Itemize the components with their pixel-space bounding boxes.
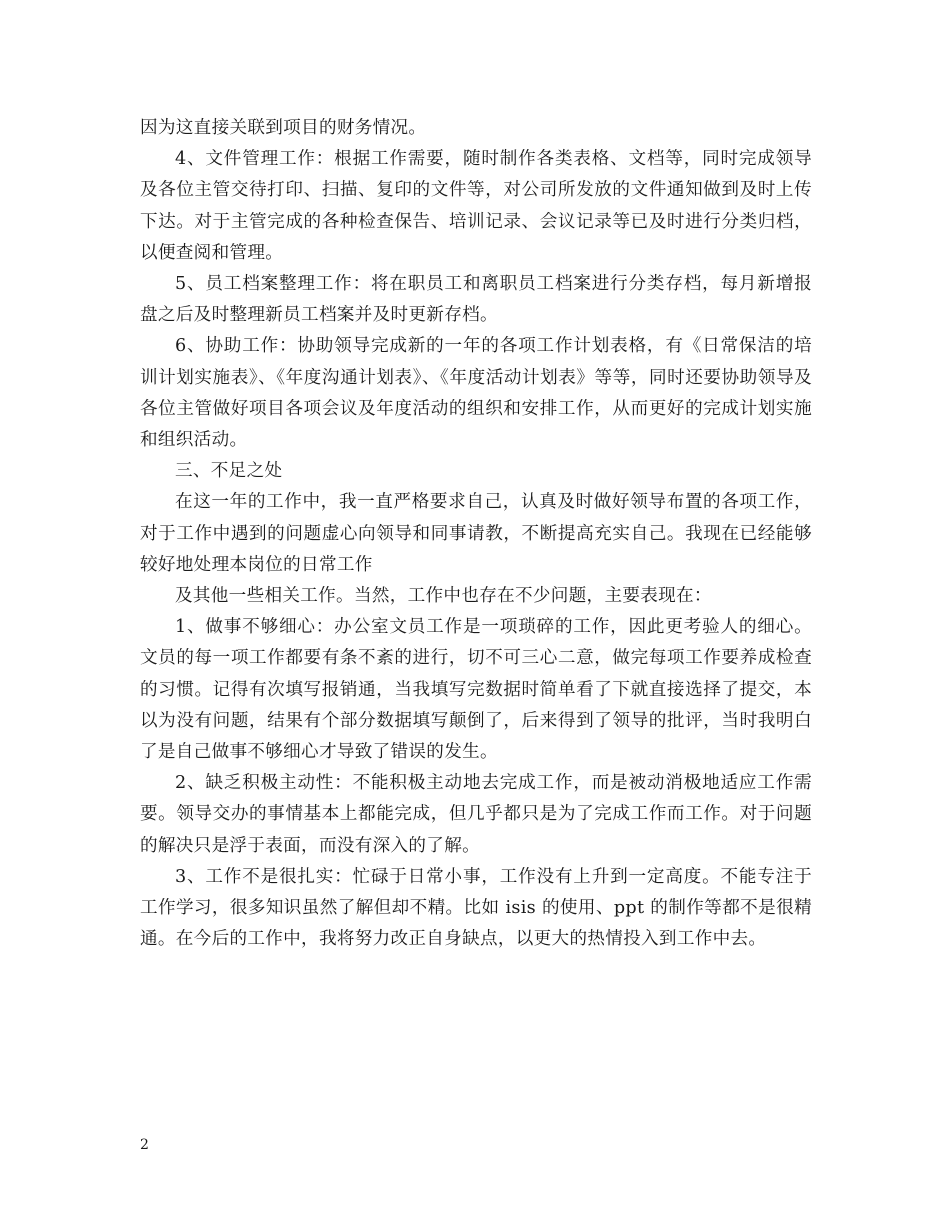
paragraph-7: 1、做事不够细心：办公室文员工作是一项琐碎的工作，因此更考验人的细心。文员的每一项工作都要有条不紊的进行，切不可三心二意，做完每项工作要养成检查的习惯。记得有次填写报销通，当我填写完数据时简单看了下就直接选择了提交，本以为没有问题，结果有个部分数据填写颠倒了，后来得到了领导的批评，当时我明白了是自己做事不够细心才导致了错误的发生。 <box>140 617 812 763</box>
page-number: 2 <box>140 1137 149 1153</box>
paragraph-6: 及其他一些相关工作。当然，工作中也存在不少问题，主要表现在： <box>175 586 712 607</box>
paragraph-4: 6、协助工作：协助领导完成新的一年的各项工作计划表格，有《日常保洁的培训计划实施表》、《年度沟通计划表》、《年度活动计划表》等等，同时还要协助领导及各位主管做好项目各项会议及年度活动的组织和安排工作，从而更好的完成计划实施和组织活动。 <box>140 336 812 451</box>
paragraph-5: 在这一年的工作中，我一直严格要求自己，认真及时做好领导布置的各项工作，对于工作中遇到的问题虚心向领导和同事请教，不断提高充实自己。我现在已经能够较好地处理本岗位的日常工作 <box>140 492 812 575</box>
paragraph-2: 4、文件管理工作：根据工作需要，随时制作各类表格、文档等，同时完成领导及各位主管交待打印、扫描、复印的文件等，对公司所发放的文件通知做到及时上传下达。对于主管完成的各种检查保告、培训记录、会议记录等已及时进行分类归档，以便查阅和管理。 <box>140 149 812 263</box>
paragraph-9: 3、工作不是很扎实：忙碌于日常小事，工作没有上升到一定高度。不能专注于工作学习，很多知识虽然了解但却不精。比如 isis 的使用、ppt 的制作等都不是很精通。在今后的工作中，我将努力改正自身缺点，以更大的热情投入到工作中去。 <box>140 866 812 950</box>
section-heading: 三、不足之处 <box>175 461 283 482</box>
paragraph-1: 因为这直接关联到项目的财务情况。 <box>140 118 427 138</box>
paragraph-8: 2、缺乏积极主动性：不能积极主动地去完成工作，而是被动消极地适应工作需要。领导交办的事情基本上都能完成，但几乎都只是为了完成工作而工作。对于问题的解决只是浮于表面，而没有深入的了解。 <box>140 773 812 856</box>
document-body <box>140 113 812 955</box>
paragraph-3: 5、员工档案整理工作：将在职员工和离职员工档案进行分类存档，每月新增报盘之后及时整理新员工档案并及时更新存档。 <box>140 274 812 326</box>
